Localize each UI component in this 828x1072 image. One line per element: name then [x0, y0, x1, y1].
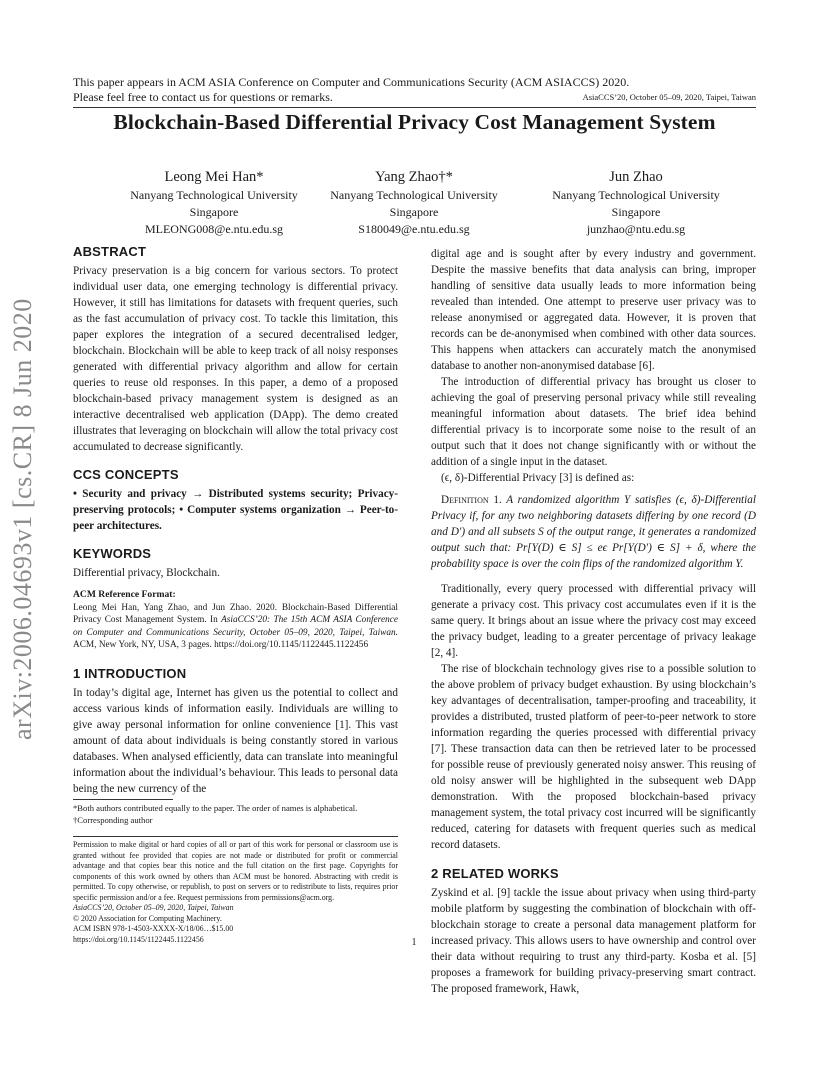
- running-header: AsiaCCS’20, October 05–09, 2020, Taipei, Taiwan: [582, 92, 756, 102]
- author-block: [99, 167, 329, 238]
- intro-paragraph: The introduction of differential privacy has brought us closer to achieving the goal of preserving personal privacy while still revealing meaningful information about datasets. The brief idea behind differential privacy is to incorporate some noise to the result of an output such that it does not change significantly with or without the addition of a single input in the dataset.: [431, 376, 756, 468]
- intro-paragraph: The rise of blockchain technology gives rise to a possible solution to the above problem of privacy budget exhaustion. By using blockchain’s key advantages of decentralisation, tamper-proofing and traceability, it provides a distributed, trusted platform of peer-to-peer network to store information regarding the queries processed with differential privacy [7]. These transaction data can then be retrieved later to be processed for possible reuse of previously generated noisy answer. This reusing of old noisy answer will be highlighted in the subsequent web DApp demonstration. With the proposed blockchain-based privacy management system, the total privacy cost incurred will be significantly reduced, catering for datasets with frequent queries such as medical record datasets.: [431, 663, 756, 851]
- permission-isbn: ACM ISBN 978-1-4503-XXXX-X/18/06…$15.00: [73, 924, 234, 933]
- permission-copyright: © 2020 Association for Computing Machinery.: [73, 913, 222, 923]
- author-location: Singapore: [389, 205, 439, 219]
- arxiv-stamp: arXiv:2006.04693v1 [cs.CR] 8 Jun 2020: [8, 298, 37, 740]
- acm-reference: [73, 589, 398, 652]
- author-affiliation: Nanyang Technological University: [330, 188, 498, 202]
- left-column: [73, 244, 398, 797]
- author-location: Singapore: [611, 205, 661, 219]
- footnote-rule: [73, 799, 173, 800]
- intro-paragraph: Traditionally, every query processed with differential privacy will generate a privacy cost. This privacy cost accumulates even if it is the same query. It brings about an issue where the privacy cost may exceed the privacy budget, leading to a greater percentage of privacy leakage [2, 4].: [431, 583, 756, 659]
- abstract-heading: ABSTRACT: [73, 244, 147, 259]
- author-block: [521, 167, 751, 238]
- acm-reference-doi: ACM, New York, NY, USA, 3 pages. https://doi.org/10.1145/1122445.1122456: [73, 640, 369, 650]
- definition-text: A randomized algorithm Y satisfies (ϵ, δ)-Differential Privacy if, for any two neighboring datasets differing by one record (D and D′) and all subsets S of the output range, it generates a randomized output such that: Pr[Y(D) ∈ S] ≤ eϵ Pr[Y(D′) ∈ S] + δ, where the probability space is over the coin flips of the randomized algorithm Y.: [431, 494, 756, 570]
- permission-venue: AsiaCCS’20, October 05–09, 2020, Taipei, Taiwan: [73, 903, 234, 912]
- footnote-corresponding: †Corresponding author: [73, 815, 153, 825]
- related-works-text: Zyskind et al. [9] tackle the issue about privacy when using third-party mobile platform by suggesting the combination of blockchain with off-blockchain storage to create a personal data management platform for increased privacy. This allows users to have ownership and control over their data without requiring to trust any third-party. Kosba et al. [5] proposes a framework for building privacy-preserving smart contract. The proposed framework, Hawk,: [431, 887, 756, 995]
- definition-block: [431, 492, 756, 572]
- acm-reference-text: Leong Mei Han, Yang Zhao, and Jun Zhao. 2020. Blockchain-Based Differential Privacy Cost Management System. In: [73, 602, 398, 625]
- permission-block: [73, 836, 398, 945]
- conference-note-line2: Please feel free to contact us for questions or remarks.: [73, 90, 333, 104]
- author-affiliation: Nanyang Technological University: [552, 188, 720, 202]
- author-block: [299, 167, 529, 238]
- page-number: 1: [411, 937, 417, 948]
- ccs-heading: CCS CONCEPTS: [73, 467, 179, 482]
- intro-continued: digital age and is sought after by every industry and government. Despite the massive benefits that data analysis can bring, improper handling of sensitive data usually leads to more information being revealed than intended. One attempt to preserve user privacy was to release anonymised or aggregated data. However, it is proven that records can be de-anonymised when combined with other data sources. This happens when attackers can accurately match the anonymised database to another non-anonymised database [6].: [431, 248, 756, 372]
- author-email: S180049@e.ntu.edu.sg: [358, 222, 470, 236]
- intro-heading: 1 INTRODUCTION: [73, 665, 187, 681]
- dp-definition-intro: (ϵ, δ)-Differential Privacy [3] is defined as:: [441, 472, 635, 484]
- ccs-bullet-2: • Computer systems organization → Peer-to-peer architectures.: [73, 504, 398, 532]
- definition-label: Definition 1.: [441, 494, 502, 506]
- conference-note: [73, 75, 629, 105]
- paper-title: Blockchain-Based Differential Privacy Cost Management System: [113, 110, 716, 134]
- author-affiliation: Nanyang Technological University: [130, 188, 298, 202]
- keywords-heading: KEYWORDS: [73, 546, 152, 561]
- conference-note-line1: This paper appears in ACM ASIA Conference on Computer and Communications Security (ACM ASIACCS) 2020.: [73, 75, 630, 89]
- header-rule: [73, 107, 756, 108]
- ccs-bullet-1: • Security and privacy → Distributed systems security; Privacy-preserving protocols;: [73, 488, 398, 516]
- author-name: Leong Mei Han*: [164, 169, 264, 185]
- author-name: Yang Zhao†*: [375, 169, 453, 185]
- acm-reference-heading: ACM Reference Format:: [73, 589, 176, 600]
- permission-text: Permission to make digital or hard copies of all or part of this work for personal or classroom use is granted without fee provided that copies are not made or distributed for profit or commercial advantage and that copies bear this notice and the full citation on the first page. Copyrights for components of this work owned by others than ACM must be honored. Abstracting with credit is permitted. To copy otherwise, or republish, to post on servers or to redistribute to lists, requires prior specific permission and/or a fee. Request permissions from permissions@acm.org.: [73, 840, 398, 902]
- footnote-equal-contribution: *Both authors contributed equally to the paper. The order of names is alphabetical.: [73, 803, 358, 813]
- footnotes: [73, 802, 398, 826]
- ccs-text: [73, 486, 398, 534]
- intro-text: In today’s digital age, Internet has given us the potential to collect and access various kinds of information easily. Individuals are willing to give away personal information for online convenience [1]. This vast amount of data about individuals is being constantly stored in various databases. When analysed efficiently, data can translate into meaningful information about the individual’s behaviour. This leads to personal data being the new currency of the: [73, 686, 398, 795]
- author-location: Singapore: [189, 205, 239, 219]
- right-column: [431, 246, 756, 997]
- author-name: Jun Zhao: [609, 169, 663, 185]
- author-email: junzhao@ntu.edu.sg: [586, 222, 686, 236]
- keywords-text: Differential privacy, Blockchain.: [73, 567, 220, 579]
- abstract-text: Privacy preservation is a big concern for various sectors. To protect individual user data, one emerging technology is differential privacy. However, it still has limitations for datasets with frequent queries, such as the fast accumulation of privacy cost. To tackle this limitation, this paper explores the integration of a secured decentralised ledger, blockchain. Blockchain will be able to keep track of all noisy responses generated with differential privacy algorithm and allow for certain queries to reuse old responses. In this paper, a demo of a proposed blockchain-based privacy management system is designed as an interactive decentralised web application (DApp). The demo created illustrates that leveraging on blockchain will allow the total privacy cost accumulated to decrease significantly.: [73, 265, 398, 453]
- permission-doi: https://doi.org/10.1145/1122445.1122456: [73, 934, 204, 944]
- related-works-heading: 2 RELATED WORKS: [431, 866, 559, 881]
- acm-reference-venue: AsiaCCS’20: The 15th ACM ASIA Conference on Computer and Communications Security, October 05–09, 2020, Taipei, Taiwan.: [73, 615, 398, 638]
- author-email: MLEONG008@e.ntu.edu.sg: [144, 222, 284, 236]
